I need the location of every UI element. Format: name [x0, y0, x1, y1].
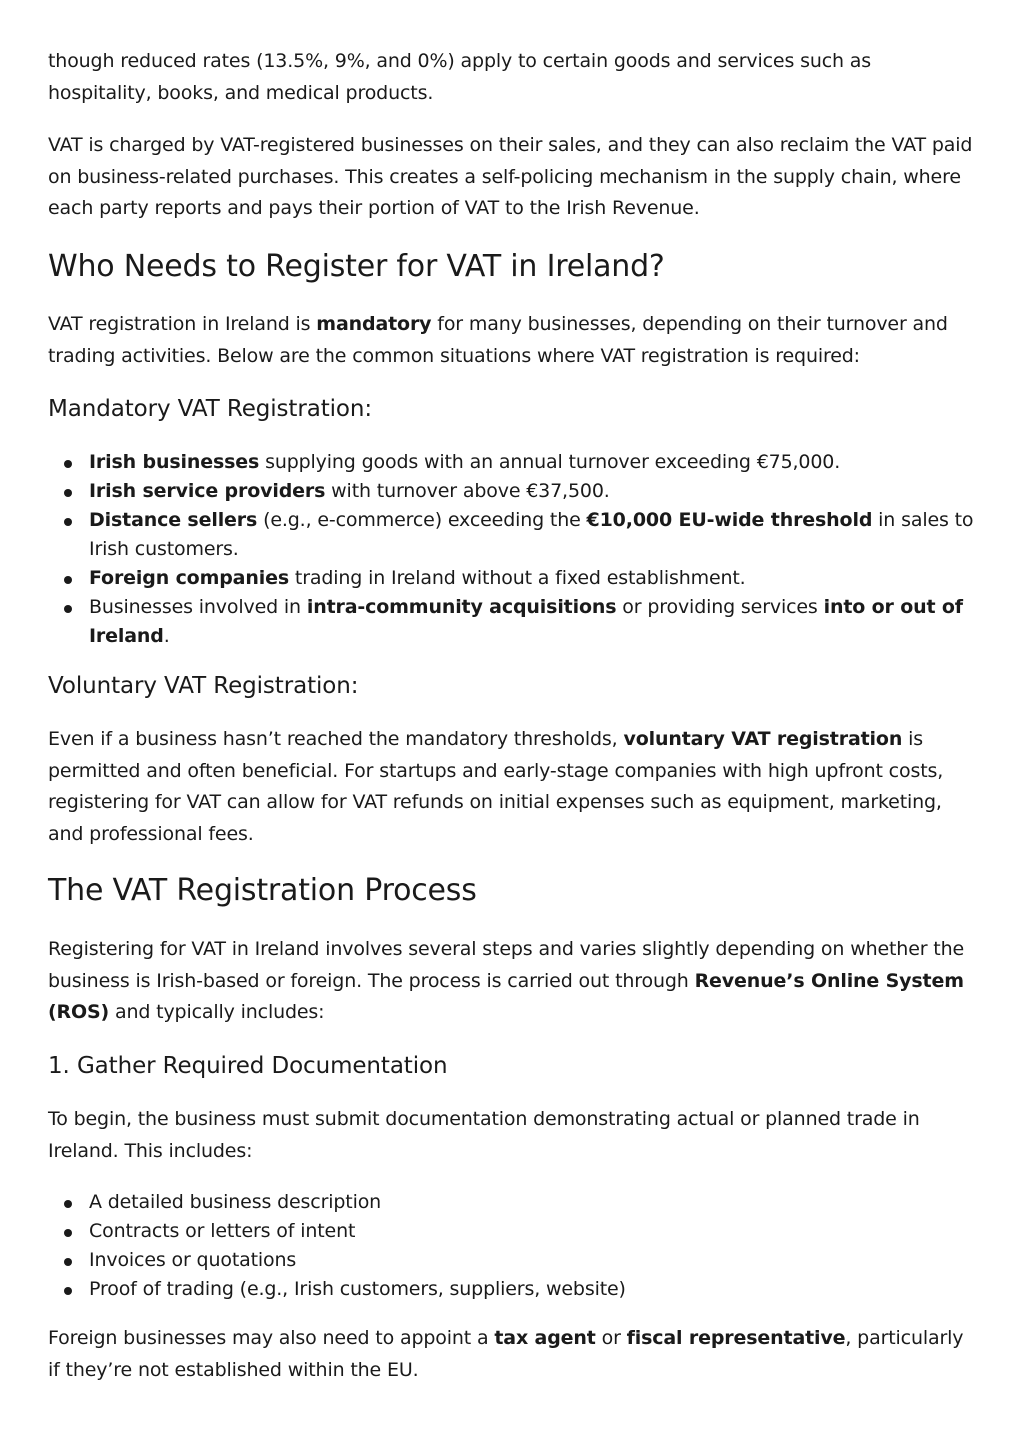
list-item: Distance sellers (e.g., e-commerce) exceeding the €10,000 EU-wide threshold in sales to Irish customers. — [48, 506, 978, 564]
heading-step-gather-documentation: 1. Gather Required Documentation — [48, 1053, 448, 1079]
list-required-documents — [48, 1188, 978, 1304]
intro-paragraph-rates: though reduced rates (13.5%, 9%, and 0%) apply to certain goods and services such as hospitality, books, and medical products. — [48, 50, 872, 104]
paragraph-registration-mandatory: VAT registration in Ireland is mandatory for many businesses, depending on their turnover and trading activities. Below are the common situations where VAT registration is required: — [48, 313, 948, 367]
list-item: Foreign companies trading in Ireland without a fixed establishment. — [48, 564, 978, 593]
bullet-icon — [64, 1258, 72, 1266]
bullet-icon — [64, 576, 72, 584]
paragraph-process-intro: Registering for VAT in Ireland involves several steps and varies slightly depending on whether the business is Irish-based or foreign. The process is carried out through Revenue’s Online System (ROS) and typically includes: — [48, 938, 965, 1023]
heading-registration-process: The VAT Registration Process — [48, 873, 477, 908]
heading-mandatory-registration: Mandatory VAT Registration: — [48, 396, 372, 422]
bullet-icon — [64, 1200, 72, 1208]
heading-who-needs-to-register: Who Needs to Register for VAT in Ireland? — [48, 249, 665, 284]
paragraph-foreign-businesses: Foreign businesses may also need to appoint a tax agent or fiscal representative, particularly if they’re not established within the EU. — [48, 1327, 964, 1381]
intro-paragraph-vat-charging: VAT is charged by VAT-registered businesses on their sales, and they can also reclaim the VAT paid on business-related purchases. This creates a self-policing mechanism in the supply chain, where each party reports and pays their portion of VAT to the Irish Revenue. — [48, 134, 973, 219]
bullet-icon — [64, 460, 72, 468]
bullet-icon — [64, 1287, 72, 1295]
bullet-icon — [64, 489, 72, 497]
paragraph-documentation-intro: To begin, the business must submit documentation demonstrating actual or planned trade in Ireland. This includes: — [48, 1108, 920, 1162]
list-item: Contracts or letters of intent — [48, 1217, 978, 1246]
list-item: Proof of trading (e.g., Irish customers, suppliers, website) — [48, 1275, 978, 1304]
paragraph-voluntary-registration: Even if a business hasn’t reached the mandatory thresholds, voluntary VAT registration is permitted and often beneficial. For startups and early-stage companies with high upfront costs, registering for VAT can allow for VAT refunds on initial expenses such as equipment, marketing, and professional fees. — [48, 728, 944, 845]
list-item: Invoices or quotations — [48, 1246, 978, 1275]
bullet-icon — [64, 605, 72, 613]
list-item: Businesses involved in intra-community acquisitions or providing services into or out of Ireland. — [48, 593, 978, 651]
list-mandatory-situations — [48, 448, 978, 651]
bullet-icon — [64, 518, 72, 526]
list-item: A detailed business description — [48, 1188, 978, 1217]
list-item: Irish businesses supplying goods with an annual turnover exceeding €75,000. — [48, 448, 978, 477]
heading-voluntary-registration: Voluntary VAT Registration: — [48, 673, 359, 699]
list-item: Irish service providers with turnover above €37,500. — [48, 477, 978, 506]
bullet-icon — [64, 1229, 72, 1237]
